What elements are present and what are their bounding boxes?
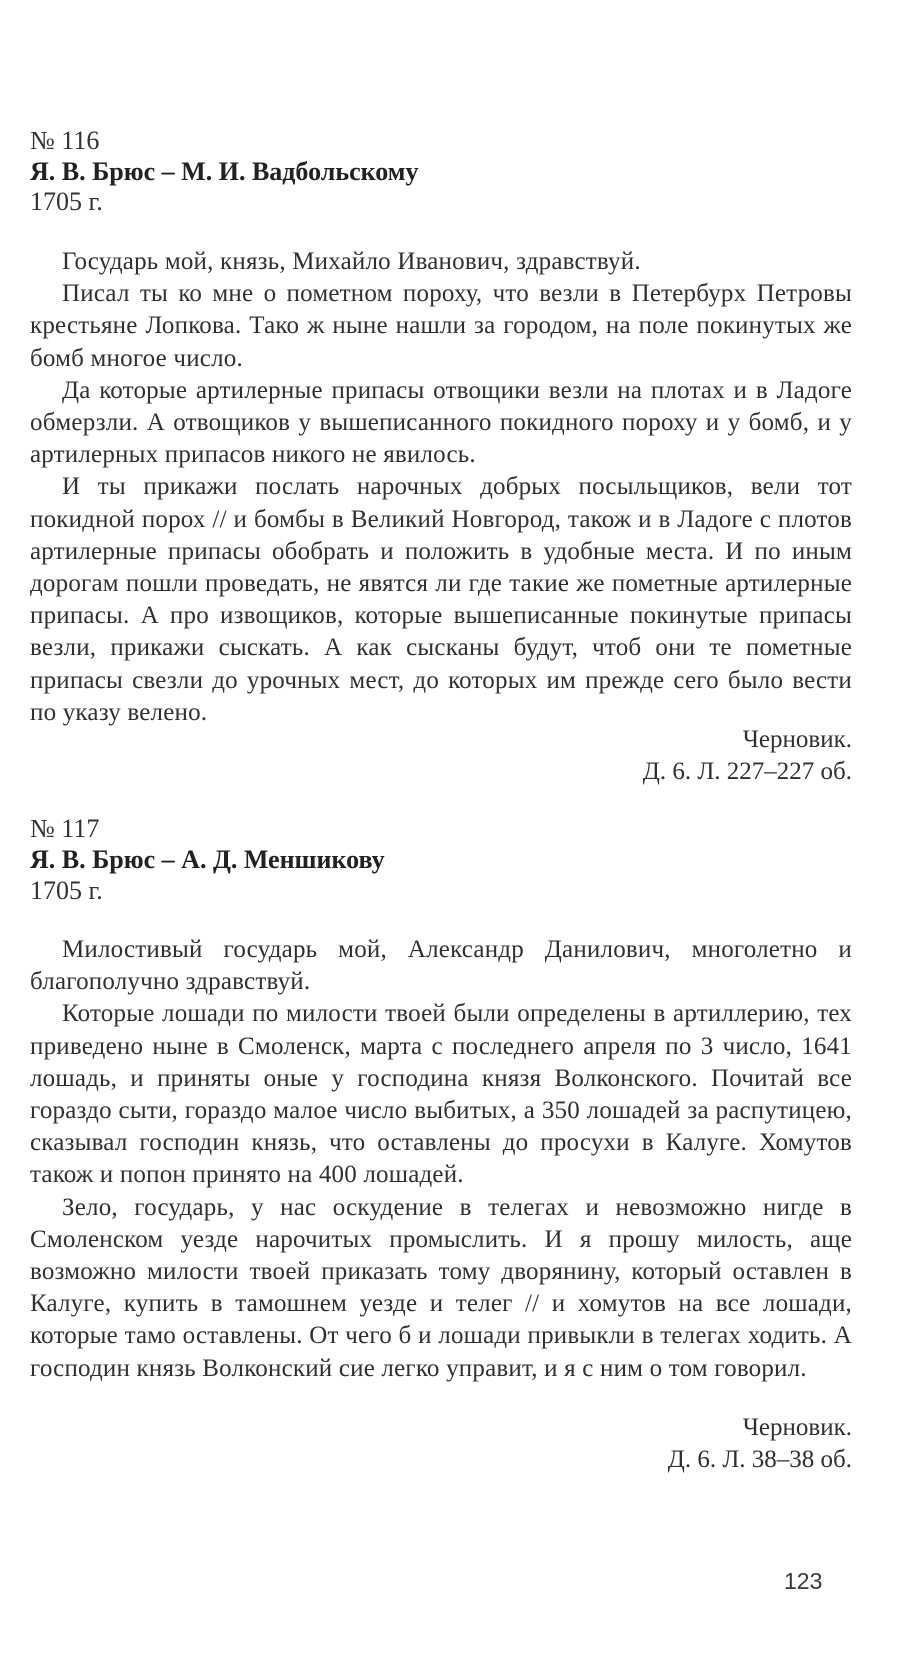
doc-body: [30, 934, 852, 1385]
doc-source: [352, 724, 852, 788]
doc-title: Я. В. Брюс – М. И. Вадбольскому: [30, 157, 419, 186]
paragraph: Которые лошади по милости твоей были определены в артиллерию, тех приведено ныне в Смоленск, марта с последнего апреля по 3 число, 1641 лошадь, и приняты оные у господина князя Волконского. Почитай все гораздо сыти, гораздо малое число выбитых, а 350 лошадей за распутицею, сказывал господин князь, что оставлены до просухи в Калуге. Хомутов також и попон принято на 400 лошадей.: [30, 1000, 852, 1189]
doc-year: 1705 г.: [30, 876, 103, 905]
source-type: Черновик.: [742, 1414, 852, 1441]
doc-title: Я. В. Брюс – А. Д. Меншикову: [30, 845, 385, 874]
paragraph: Зело, государь, у нас оскудение в телегах и невозможно нигде в Смоленском уезде нарочитых промыслить. И я прошу милость, аще возможно милости твоей приказать тому дворянину, который оставлен в Калуге, купить в тамошнем уезде и телег // и хомутов на все лошади, которые тамо оставлены. От чего б и лошади привыкли в телегах ходить. А господин князь Волконский сие легко управит, и я с ним о том говорил.: [30, 1193, 852, 1382]
doc-body: [30, 246, 852, 729]
paragraph: Писал ты ко мне о пометном пороху, что везли в Петербурх Петровы крестьяне Лопкова. Тако ж ныне нашли за городом, на поле покинутых же бомб многое число.: [30, 280, 852, 372]
paragraph: Да которые артилерные припасы отвощики везли на плотах и в Ладоге обмерзли. А отвощиков у вышеписанного покидного пороху и у бомб, и у артилерных припасов никого не явилось.: [30, 376, 852, 469]
doc-number: № 117: [30, 814, 100, 843]
source-ref: Д. 6. Л. 38–38 об.: [667, 1446, 852, 1473]
source-ref: Д. 6. Л. 227–227 об.: [642, 758, 852, 785]
doc-number: № 116: [30, 126, 100, 155]
page: [30, 0, 852, 1654]
doc-source: [352, 1412, 852, 1476]
paragraph: Государь мой, князь, Михайло Иванович, здравствуй.: [62, 248, 641, 275]
source-type: Черновик.: [742, 726, 852, 753]
paragraph: Милостивый государь мой, Александр Данилович, многолетно и благополучно здравствуй.: [30, 936, 852, 996]
doc-year: 1705 г.: [30, 187, 103, 216]
paragraph: И ты прикажи послать нарочных добрых посыльщиков, вели тот покидной порох // и бомбы в Великий Новгород, також и в Ладоге с плотов артилерные припасы обобрать и положить в удобные места. И по иным дорогам пошли проведать, не явятся ли где такие же пометные артилерные припасы. А про извощиков, которые вышеписанные покинутые припасы везли, прикажи сыскать. А как сысканы будут, чтоб они те пометные припасы свезли до урочных мест, до которых им прежде сего было вести по указу велено.: [30, 473, 852, 726]
page-number: 123: [784, 1568, 823, 1594]
